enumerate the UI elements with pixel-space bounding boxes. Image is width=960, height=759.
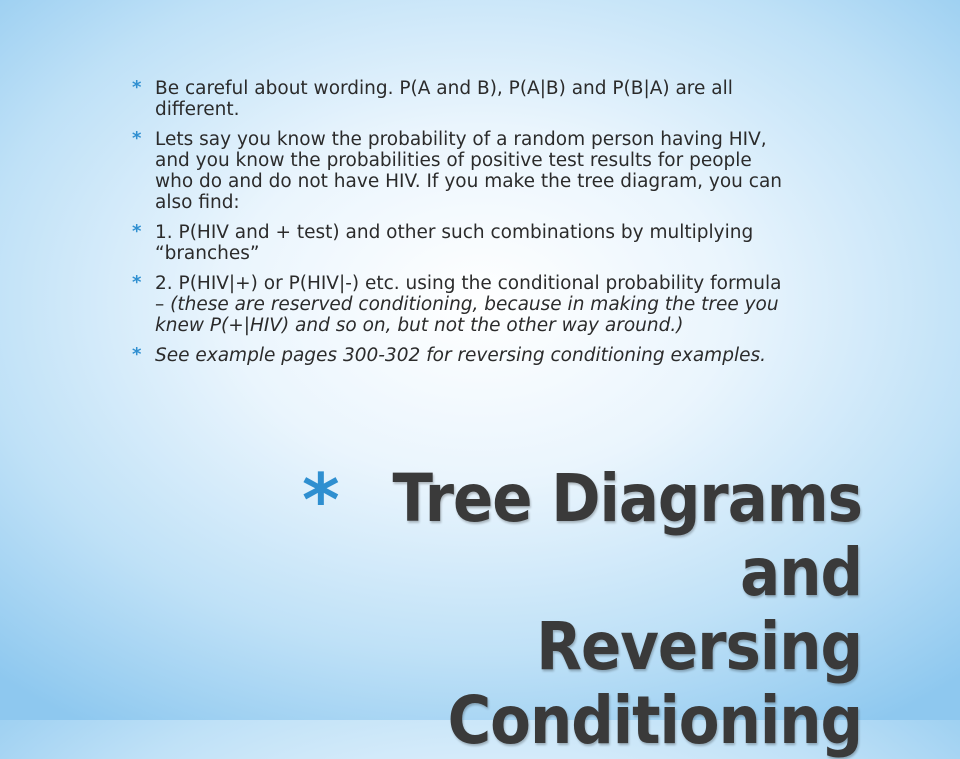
bullet-list — [132, 78, 792, 375]
bullet-star-icon: * — [132, 77, 142, 98]
bullet-italic-text: (these are reserved conditioning, because in making the tree you knew P(+|HIV) and so on, but not the other way around.) — [155, 294, 779, 336]
bullet-text: 1. P(HIV and + test) and other such combinations by multiplying “branches” — [155, 222, 754, 264]
title-line: Tree Diagrams and — [392, 460, 862, 611]
bullet-text: 2. P(HIV|+) or P(HIV|-) etc. using the conditional probability formula – — [155, 273, 782, 315]
bullet-star-icon: * — [132, 272, 142, 293]
title-line: Conditioning — [447, 682, 862, 759]
slide-title — [302, 458, 862, 759]
bullet-italic-text: See example pages 300-302 for reversing conditioning examples. — [155, 345, 766, 366]
bullet-star-icon: * — [132, 128, 142, 149]
slide-title-block — [302, 458, 862, 759]
bullet-item — [132, 78, 792, 120]
bullet-item — [132, 129, 792, 213]
bullet-text: Be careful about wording. P(A and B), P(A|B) and P(B|A) are all different. — [155, 78, 733, 120]
bullet-item — [132, 273, 792, 336]
bullet-item — [132, 222, 792, 264]
bullet-item — [132, 345, 792, 366]
title-star-icon: * — [302, 458, 340, 542]
bullet-star-icon: * — [132, 221, 142, 242]
bullet-text: Lets say you know the probability of a random person having HIV, and you know the probabilities of positive test results for people who do and do not have HIV. If you make the tree diagram, you can also find: — [155, 129, 783, 213]
bullet-star-icon: * — [132, 344, 142, 365]
title-line: Reversing — [536, 608, 862, 685]
